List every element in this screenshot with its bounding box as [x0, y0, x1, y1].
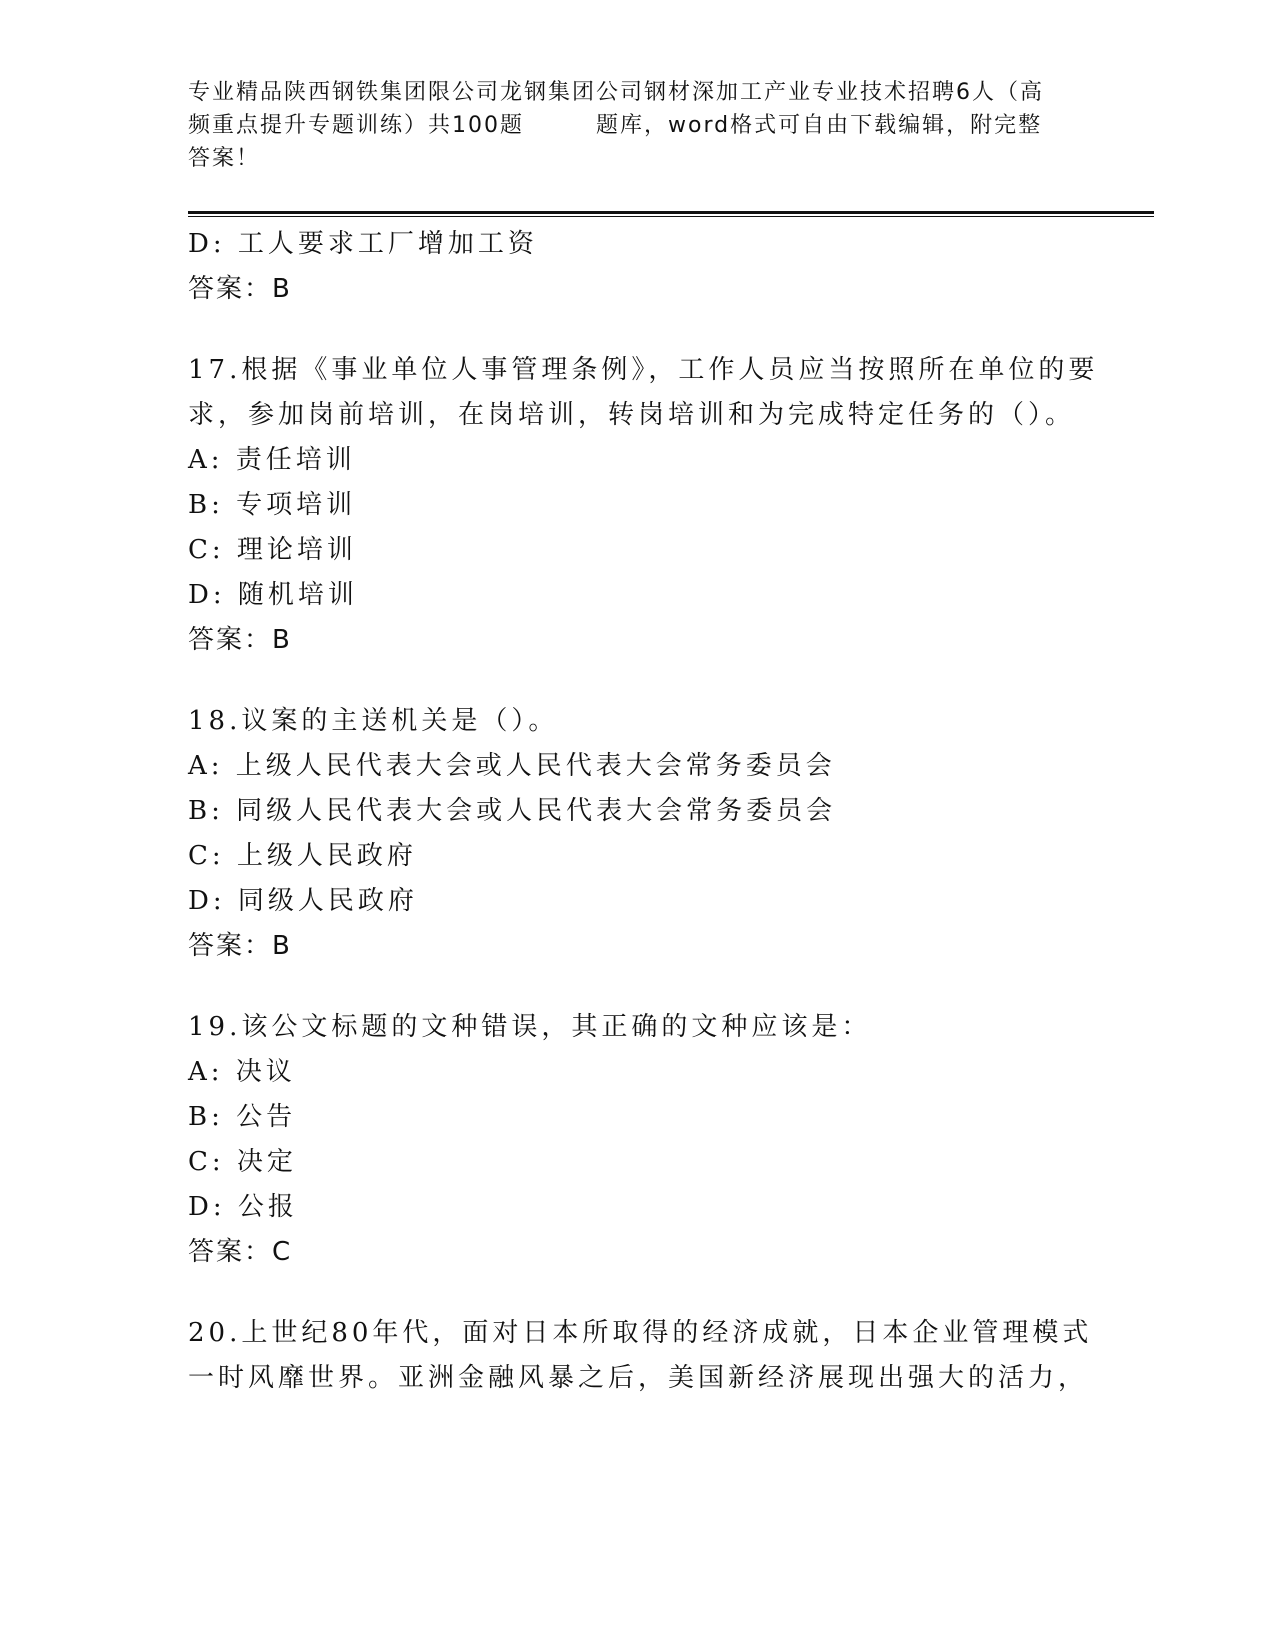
question-stem: 17.根据《事业单位人事管理条例》，工作人员应当按照所在单位的要 — [188, 355, 1099, 385]
option-c: C: 决定 — [188, 1147, 297, 1177]
document-header — [188, 76, 1088, 175]
question-stem-continued: 求，参加岗前培训，在岗培训，转岗培训和为完成特定任务的（）。 — [188, 400, 1076, 430]
header-line-2-part-1: 频重点提升专题训练）共100题 — [188, 113, 524, 138]
option-c: C: 理论培训 — [188, 535, 357, 565]
question-stem: 18.议案的主送机关是（）。 — [188, 706, 559, 736]
option-d: D: 公报 — [188, 1192, 298, 1222]
option-b: B: 同级人民代表大会或人民代表大会常务委员会 — [188, 796, 837, 826]
header-line-2 — [188, 109, 1088, 142]
option-a: A: 决议 — [188, 1057, 296, 1087]
option-b: B: 公告 — [188, 1102, 297, 1132]
header-divider-thick — [188, 211, 1154, 214]
question-16-tail — [188, 222, 1088, 312]
document-body — [188, 222, 1099, 1401]
question-20 — [188, 1311, 1093, 1401]
option-d: D: 工人要求工厂增加工资 — [188, 229, 538, 259]
answer-line: 答案：C — [188, 1237, 293, 1267]
answer-line: 答案：B — [188, 931, 292, 961]
answer-line: 答案：B — [188, 625, 292, 655]
question-stem-continued: 一时风靡世界。亚洲金融风暴之后，美国新经济展现出强大的活力， — [188, 1363, 1089, 1393]
header-line-3: 答案！ — [188, 146, 261, 171]
question-19 — [188, 1005, 1088, 1275]
option-c: C: 上级人民政府 — [188, 841, 417, 871]
option-a: A: 责任培训 — [188, 445, 356, 475]
question-17 — [188, 348, 1099, 663]
option-a: A: 上级人民代表大会或人民代表大会常务委员会 — [188, 751, 836, 781]
question-stem: 19.该公文标题的文种错误，其正确的文种应该是： — [188, 1012, 872, 1042]
option-d: D: 同级人民政府 — [188, 886, 418, 916]
option-b: B: 专项培训 — [188, 490, 357, 520]
header-divider-thin — [188, 216, 1154, 217]
option-d: D: 随机培训 — [188, 580, 358, 610]
question-18 — [188, 699, 1088, 969]
header-line-1: 专业精品陕西钢铁集团限公司龙钢集团公司钢材深加工产业专业技术招聘6人（高 — [188, 80, 1044, 105]
header-line-2-part-2: 题库，word格式可自由下载编辑，附完整 — [596, 113, 1043, 138]
answer-line: 答案：B — [188, 274, 292, 304]
question-stem: 20.上世纪80年代，面对日本所取得的经济成就，日本企业管理模式 — [188, 1318, 1093, 1348]
